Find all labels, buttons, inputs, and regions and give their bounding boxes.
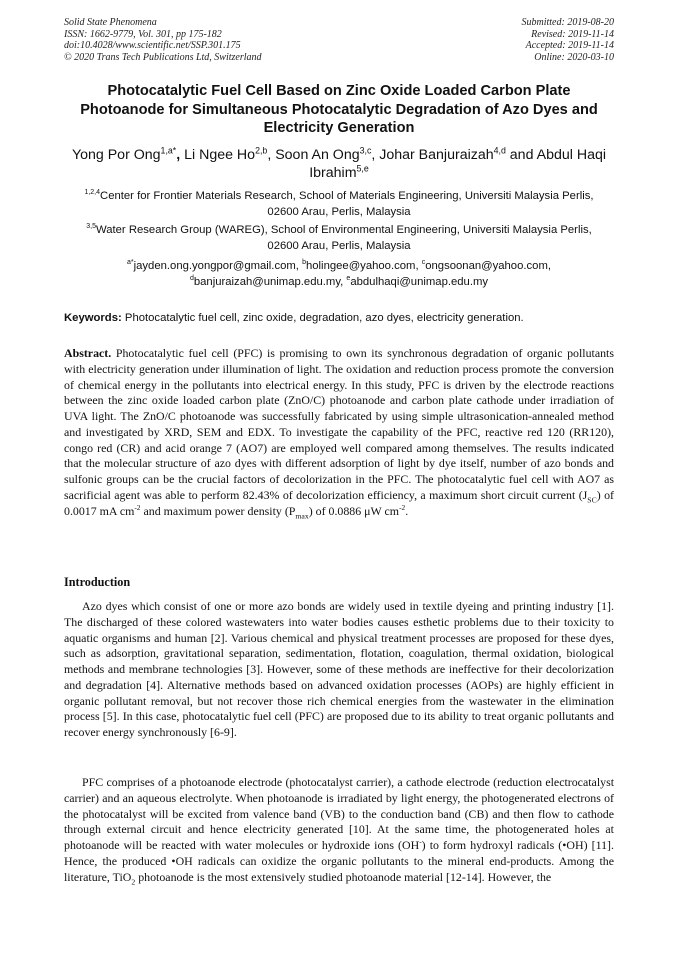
email-link[interactable]: jayden.ong.yongpor@gmail.com xyxy=(133,260,296,272)
hydroxide-charge: - xyxy=(419,837,422,847)
paper-title: Photocatalytic Fuel Cell Based on Zinc Oxide Loaded Carbon Plate Photoanode for Simultaneous Photocatalytic Degradation of Azo Dyes and Electricity Generation xyxy=(80,83,598,136)
email-link[interactable]: ongsoonan@yahoo.com xyxy=(425,260,548,272)
affiliation-superscript: 3,5 xyxy=(86,223,96,231)
author-superscript: 4,d xyxy=(493,145,506,156)
affiliation-1 xyxy=(70,188,608,220)
author-separator: and xyxy=(505,147,537,163)
unit-exponent: -2 xyxy=(134,502,141,512)
author-name: Soon An Ong xyxy=(275,147,360,163)
online-date: Online: 2020-03-10 xyxy=(534,51,614,63)
issn: ISSN: 1662-9779, Vol. 301, pp 175-182 xyxy=(64,28,222,40)
revised-date: Revised: 2019-11-14 xyxy=(531,28,614,40)
affiliation-superscript: 1,2,4 xyxy=(84,189,101,197)
author-superscript: 1,a* xyxy=(160,145,177,156)
intro-text: ) to form hydroxyl radicals (•OH) [11]. Hence, the produced •OH radicals can oxidize the organic pollutants to the mineral end-products. Among the literature, TiO xyxy=(64,838,614,884)
author-separator: , xyxy=(267,147,276,163)
accepted-date: Accepted: 2019-11-14 xyxy=(525,40,614,51)
header-dates xyxy=(522,17,615,63)
keywords-text: Photocatalytic fuel cell, zinc oxide, degradation, azo dyes, electricity generation. xyxy=(124,312,524,324)
intro-text: photoanode is the most extensively studied photoanode material [12-14]. However, the xyxy=(135,869,552,884)
email-superscript: e xyxy=(346,275,351,283)
intro-text: PFC comprises of a photoanode electrode (photocatalyst carrier), a cathode electrode (reduction electrocatalyst carrier) and an aqueous electrolyte. When photoanode is irradiated by light energy, the photogenerated electrons of the photocatalyst will be excited from valence band (VB) to the conduction band (CB) and then flow to cathode through external circuit and hence electricity generated [10]. At the same time, the photogenerated holes at photoanode will be reacted with water molecules or hydroxide ions (OH xyxy=(64,775,614,852)
email-superscript: d xyxy=(189,275,194,283)
author-name: Li Ngee Ho xyxy=(184,147,256,163)
author-superscript: 3,c xyxy=(359,145,372,156)
email-superscript: a* xyxy=(126,259,134,267)
email-superscript: c xyxy=(421,259,426,267)
email-link[interactable]: holingee@yahoo.com xyxy=(305,260,416,272)
email-link[interactable]: abdulhaqi@unimap.edu.my xyxy=(350,276,489,288)
keywords-label: Keywords: xyxy=(64,312,122,324)
unit-exponent: -2 xyxy=(399,502,406,512)
header-journal-info xyxy=(64,17,262,63)
affiliation-text: Water Research Group (WAREG), School of Environmental Engineering, Universiti Malaysia Perlis, 02600 Arau, Perlis, Malaysia xyxy=(95,224,592,252)
doi[interactable]: doi:10.4028/www.scientific.net/SSP.301.175 xyxy=(64,40,241,51)
email-superscript: b xyxy=(302,259,306,267)
affiliation-2 xyxy=(70,222,608,254)
affiliation-text: Center for Frontier Materials Research, School of Materials Engineering, Universiti Malaysia Perlis, 02600 Arau, Perlis, Malaysia xyxy=(100,190,594,218)
abstract-text: ) of 0.0886 μW cm xyxy=(308,503,400,518)
author-list xyxy=(64,146,614,182)
tio2-subscript: 2 xyxy=(131,876,136,886)
author-name: Abdul Haqi Ibrahim xyxy=(309,147,607,181)
copyright: © 2020 Trans Tech Publications Ltd, Switzerland xyxy=(64,51,262,63)
intro-paragraph-1: Azo dyes which consist of one or more azo bonds are widely used in textile dyeing and printing industry [1]. The discharged of these colored wastewaters into water bodies causes esthetic problems due to their toxicity to aquatic organisms and human [2]. Various chemical and physical treatment processes are proposed for these dyes, such as adsorption, gravitational separation, sedimentation, flotation, coagulation, thermal oxidation, biological methods and membrane technologies [3]. However, some of these methods are ineffective for their decolorization and degradation [4]. Alternative methods based on advanced oxidation processes (AOPs) are highly efficient in organic pollutant removal, but not recover those rich chemical energies from the wastewater in the elimination process [5]. In this case, photocatalytic fuel cell (PFC) are proposed due to its ability to treat organic pollutants and recover energy synchronously [6-9]. xyxy=(64,599,614,739)
intro-paragraph-2 xyxy=(64,775,614,885)
abstract xyxy=(64,346,614,519)
abstract-text: Photocatalytic fuel cell (PFC) is promising to own its synchronous degradation of organic pollutants with electricity generation under illumination of light. The oxidation and reduction process promote the conversion of chemical energy in the pollutants into electrical energy. In this study, PFC is driven by the electrode reactions between the zinc oxide loaded carbon plate (ZnO/C) photoanode and carbon plate cathode under irradiation of UVA light. The ZnO/C photoanode was successfully fabricated by using simple ultrasonication-annealed method and investigated by XRD, SEM and EDX. To investigate the capability of the PFC, reactive red 120 (RR120), congo red (CR) and acid orange 7 (AO7) are employed well compared among themselves. The results indicated that the molecular structure of azo dyes with different adsorption of light by dye itself, number of azo bonds and sulfonic groups can be the crucial factors of decolorization in the PFC. The photocatalytic fuel cell with AO7 as sacrificial agent was able to perform 82.43% of decolorization efficiency, a maximum short circuit current (J xyxy=(64,346,614,502)
email-link[interactable]: banjuraizah@unimap.edu.my xyxy=(193,276,341,288)
author-name: Johar Banjuraizah xyxy=(379,147,494,163)
author-superscript: 2,b xyxy=(255,145,268,156)
section-heading-introduction: Introduction xyxy=(64,575,131,589)
abstract-label: Abstract. xyxy=(64,346,112,360)
journal-name: Solid State Phenomena xyxy=(64,17,157,28)
author-name: Yong Por Ong xyxy=(71,147,161,163)
pmax-subscript: max xyxy=(295,510,309,520)
keywords xyxy=(64,310,618,326)
abstract-text: ) of 0.0017 mA cm xyxy=(64,487,615,518)
submitted-date: Submitted: 2019-08-20 xyxy=(521,17,614,28)
email-list: $^{a*}$jayden.ong.yongpor@gmail.com, $^b$holingee@yahoo.com, $^c$ongsoonan@yahoo.com, $^d$banjuraizah@unimap.edu.my, $^e$abdulhaqi@unimap.edu.my xyxy=(126,259,551,288)
jsc-subscript: SC xyxy=(587,495,597,505)
abstract-text: and maximum power density (P xyxy=(140,503,296,518)
author-separator: , xyxy=(371,147,380,163)
author-separator: , xyxy=(176,147,185,163)
author-superscript: 5,e xyxy=(356,163,369,174)
abstract-text: . xyxy=(405,503,409,518)
